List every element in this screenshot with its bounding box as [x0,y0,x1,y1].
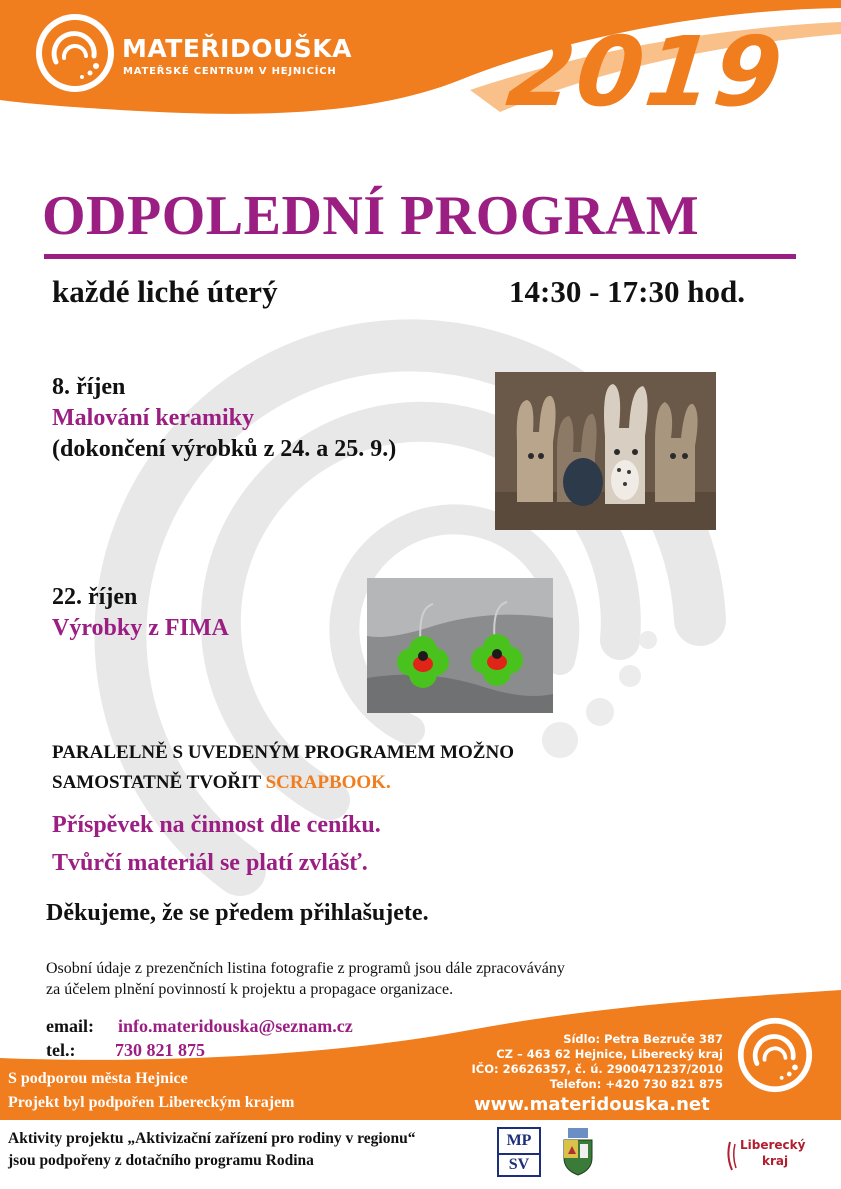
hejnice-coat-of-arms-icon [562,1128,594,1176]
snail-swirl-icon [34,12,116,94]
address-line: IČO: 26626357, č. ú. 2900471237/2010 [471,1062,723,1076]
parallel-line-1: PARALELNĚ S UVEDENÝM PROGRAMEM MOŽNO [52,742,514,763]
mpsv-top: MP [506,1132,532,1149]
schedule-time: 14:30 - 17:30 hod. [509,274,745,309]
schedule-day: každé liché úterý [52,274,278,309]
funding-line-2: jsou podpořeny z dotačního programu Rodina [8,1152,314,1169]
funding-note [8,1128,415,1172]
privacy-line-2: za účelem plnění povinností k projektu a propagace organizace. [46,981,454,998]
material-note: Tvůrčí materiál se platí zvlášť. [52,850,368,876]
snail-swirl-icon [736,1016,814,1094]
event-title: Výrobky z FIMA [52,615,229,641]
email-label: email: [46,1016,94,1036]
scrapbook-highlight: SCRAPBOOK. [265,772,391,793]
brand-subtitle: MATEŘSKÉ CENTRUM V HEJNICÍCH [123,66,337,77]
fee-note: Příspěvek na činnost dle ceníku. [52,812,381,838]
title-underline [44,254,796,259]
support-city: S podporou města Hejnice [8,1070,188,1087]
thanks-text: Děkujeme, že se předem přihlašujete. [46,900,429,926]
ceramic-rabbits-photo [495,372,716,530]
kraj-label: Liberecký [740,1138,806,1152]
phone-label: tel.: [46,1040,76,1060]
email-link[interactable]: info.materidouska@seznam.cz [118,1016,353,1036]
kraj-label-2: kraj [762,1154,789,1168]
year-label: 2019 [502,16,790,128]
parallel-line-2 [52,768,514,798]
parallel-note [52,738,514,798]
event-date: 8. říjen [52,374,126,400]
clover-ladybug-earrings-photo [367,578,553,713]
support-region: Projekt byl podpořen Libereckým krajem [8,1094,295,1111]
mpsv-logo [497,1127,541,1177]
event-title: Malování keramiky [52,405,254,431]
website-link[interactable]: www.materidouska.net [474,1094,710,1115]
event-note: (dokončení výrobků z 24. a 25. 9.) [52,436,397,462]
address-line: Telefon: +420 730 821 875 [549,1077,723,1091]
page-title: ODPOLEDNÍ PROGRAM [42,185,700,247]
address-line: CZ – 463 62 Hejnice, Liberecký kraj [496,1047,723,1061]
phone-number[interactable]: 730 821 875 [115,1040,205,1060]
event-date: 22. říjen [52,584,138,610]
brand-name: MATEŘIDOUŠKA [122,34,352,63]
mpsv-bottom: SV [499,1153,539,1175]
privacy-line-1: Osobní údaje z prezenčních listina fotografie z programů jsou dále zpracovávány [46,960,565,977]
parallel-line-2-text: SAMOSTATNĚ TVOŘIT [52,772,266,793]
funding-line-1: Aktivity projektu „Aktivizační zařízení pro rodiny v regionu“ [8,1130,416,1147]
address-line: Sídlo: Petra Bezruče 387 [563,1032,723,1046]
